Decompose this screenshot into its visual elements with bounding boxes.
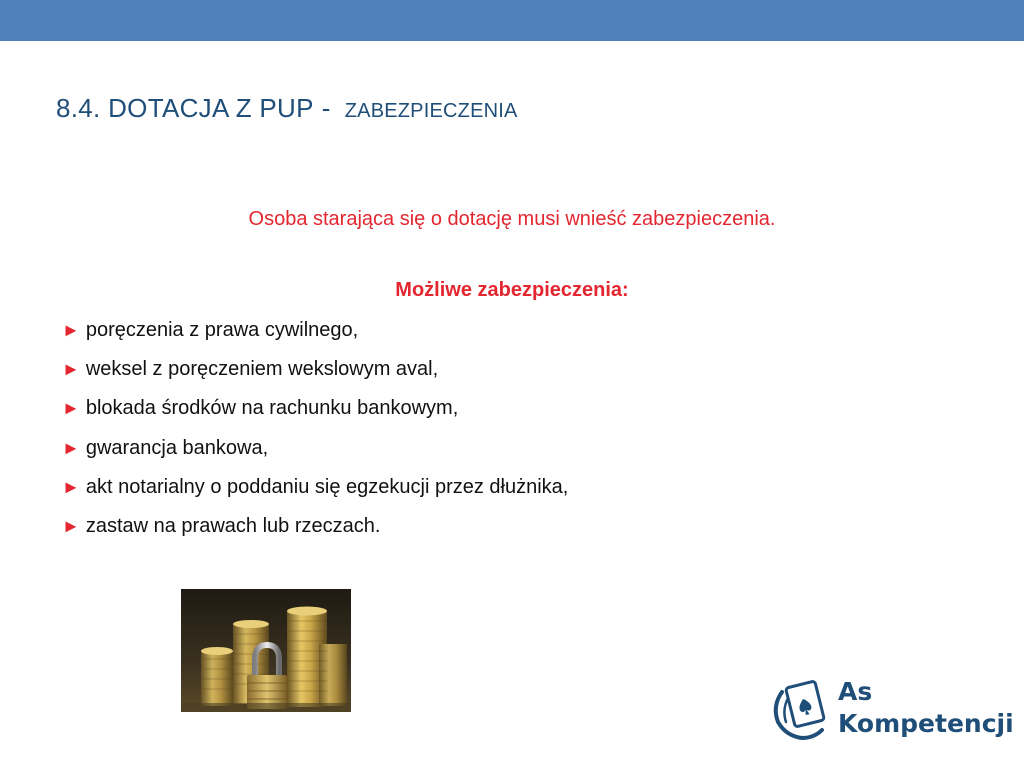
list-item: [62, 394, 568, 433]
bullet-arrow-icon: ►: [62, 398, 80, 419]
logo-text: [838, 676, 1014, 740]
list-item: [62, 434, 568, 473]
logo-line-1: As: [838, 677, 873, 706]
list-item-text: zastaw na prawach lub rzeczach.: [85, 514, 381, 537]
bullet-arrow-icon: ►: [62, 320, 80, 340]
top-band: [0, 0, 1024, 41]
intro-text: Osoba starająca się o dotację musi wnieść zabezpieczenia.: [248, 208, 776, 230]
bullet-arrow-icon: ►: [62, 359, 80, 380]
list-item-text: poręczenia z prawa cywilnego,: [85, 319, 359, 341]
list-item-text: weksel z poręczeniem wekslowym aval,: [85, 358, 439, 381]
list-item: [62, 355, 568, 394]
logo-line-2: Kompetencji: [838, 709, 1014, 738]
list-item-text: gwarancja bankowa,: [85, 436, 269, 459]
list-item: [62, 316, 568, 355]
slide-title: [56, 93, 518, 124]
coins-padlock-photo: [181, 589, 351, 712]
list-item: [62, 473, 568, 512]
list-item-text: blokada środków na rachunku bankowym,: [85, 397, 459, 420]
title-sub: ZABEZPIECZENIA: [344, 100, 518, 122]
list-item-text: akt notarialny o poddaniu się egzekucji przez dłużnika,: [85, 475, 569, 498]
subheading: Możliwe zabezpieczenia:: [395, 279, 629, 301]
bullet-arrow-icon: ►: [62, 437, 80, 458]
title-main: 8.4. DOTACJA Z PUP: [56, 93, 314, 123]
bullet-list: [62, 316, 568, 551]
bullet-arrow-icon: ►: [62, 515, 80, 536]
title-dash: -: [321, 93, 331, 123]
list-item: [62, 512, 568, 551]
bullet-arrow-icon: ►: [62, 476, 80, 497]
